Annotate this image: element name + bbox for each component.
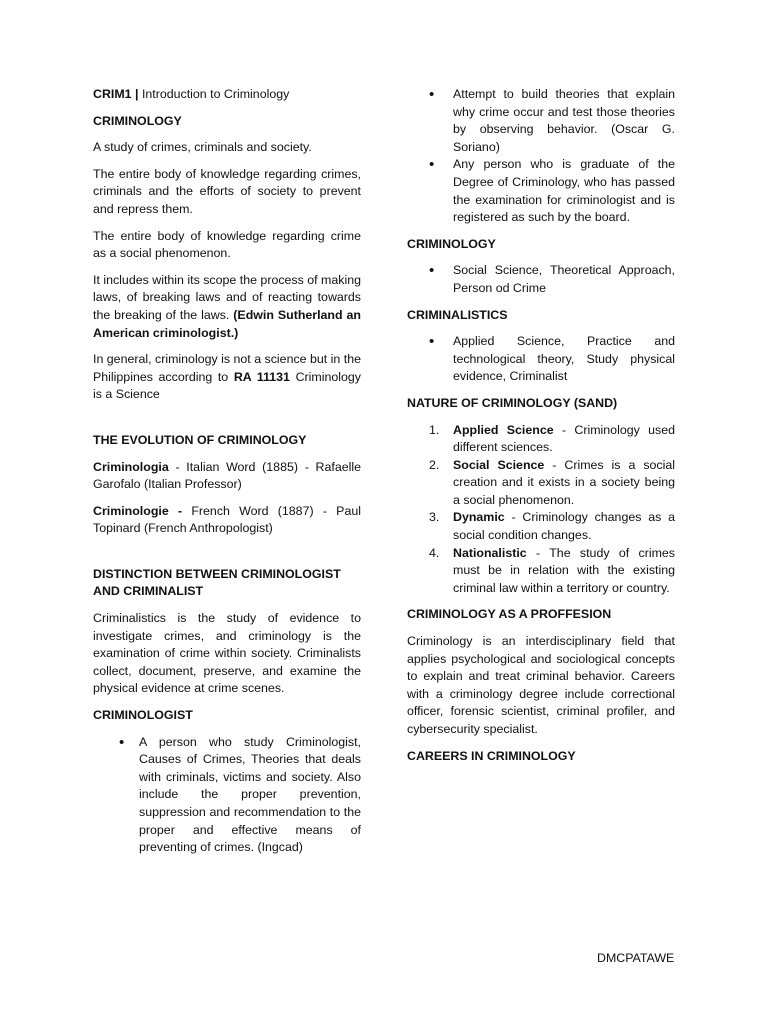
- definition-2: The entire body of knowledge regarding crimes, criminals and the efforts of society to prevent and repress them.: [93, 166, 361, 216]
- criminalistics-bullet: • Applied Science, Practice and technological theory, Study physical evidence, Criminalist: [453, 333, 675, 386]
- definition-5-tail: Criminology is a Science: [93, 369, 361, 402]
- definition-5: [93, 351, 361, 404]
- nature-item-text: - Criminology changes as a social condition changes.: [453, 510, 675, 543]
- course-line: [93, 86, 361, 104]
- footer-author: DMCPATAWE: [597, 951, 675, 965]
- nature-item-term: Dynamic: [453, 510, 505, 525]
- right-column: [407, 86, 675, 774]
- distinction-text: Criminalistics is the study of evidence to investigate crimes, and criminology is the examination of crime within society. Criminalists collect, document, preserve, and examine the physical evidence at crime scenes.: [93, 611, 361, 696]
- criminology-heading: CRIMINOLOGY: [93, 113, 182, 128]
- criminology-type-list: [407, 262, 675, 297]
- definition-5-text: In general, criminology is not a science but in the Philippines according to: [93, 352, 361, 384]
- profession-heading: CRIMINOLOGY AS A PROFFESION: [407, 607, 612, 622]
- criminologist-bullet: • A person who study Criminologist, Causes of Crimes, Theories that deals with criminals, victims and society. Also include the proper prevention, suppression and recommendation to the proper and effective means of preventing of crimes. (Ingcad): [139, 734, 361, 857]
- nature-item: [429, 422, 675, 457]
- nature-item-number: 2.: [429, 457, 440, 472]
- criminologist-bullet-2: • Attempt to build theories that explain why crime occur and test those theories by observing behavior. (Oscar G. Soriano): [453, 86, 675, 156]
- evolution-item-1-text: - Italian Word (1885) - Rafaelle Garofalo (Italian Professor): [93, 459, 361, 492]
- nature-list: [407, 422, 675, 598]
- nature-item-term: Social Science: [453, 457, 545, 472]
- evolution-item-1: [93, 459, 361, 494]
- evolution-item-1-term: Criminologia: [93, 459, 169, 474]
- criminologist-list-continued: [407, 86, 675, 227]
- nature-item-number: 1.: [429, 422, 440, 437]
- nature-item: [429, 545, 675, 598]
- left-column: [93, 86, 361, 866]
- nature-item: [429, 509, 675, 544]
- evolution-item-2-term: Criminologie -: [93, 503, 183, 518]
- definition-4-citation: (Edwin Sutherland an American criminologist.): [93, 307, 361, 340]
- course-title: Introduction to Criminology: [141, 87, 290, 101]
- nature-item-number: 4.: [429, 545, 440, 560]
- nature-item-text: - The study of crimes must be in relation with the existing criminal law within a territory or country.: [453, 545, 675, 595]
- careers-heading: CAREERS IN CRIMINOLOGY: [407, 748, 576, 763]
- definition-3: The entire body of knowledge regarding crime as a social phenomenon.: [93, 228, 361, 261]
- criminologist-list: [93, 734, 361, 857]
- criminology-type-heading: CRIMINOLOGY: [407, 236, 496, 251]
- definition-4-text: It includes within its scope the process of making laws, of breaking laws and of reacting towards the breaking of the laws.: [93, 272, 361, 322]
- course-separator: |: [135, 87, 139, 101]
- definition-1: A study of crimes, criminals and society.: [93, 140, 312, 155]
- evolution-heading: THE EVOLUTION OF CRIMINOLOGY: [93, 432, 307, 447]
- definition-4: [93, 272, 361, 342]
- nature-item: [429, 457, 675, 510]
- nature-item-number: 3.: [429, 510, 440, 525]
- criminalistics-list: [407, 333, 675, 386]
- nature-heading: NATURE OF CRIMINOLOGY (SAND): [407, 395, 618, 410]
- evolution-item-2-text: French Word (1887) - Paul Topinard (French Anthropologist): [93, 503, 361, 536]
- distinction-heading: DISTINCTION BETWEEN CRIMINOLOGIST AND CRIMINALIST: [93, 566, 341, 599]
- nature-item-term: Nationalistic: [453, 545, 527, 560]
- nature-item-text: - Crimes is a social creation and it exists in a society being a social phenomenon.: [453, 457, 675, 507]
- evolution-item-2: [93, 503, 361, 538]
- profession-text: Criminology is an interdisciplinary field that applies psychological and sociological concepts to explain and treat criminal behavior. Careers with a criminology degree include correctional officer, forensic scientist, criminal profiler, and cybersecurity specialist.: [407, 634, 675, 736]
- course-code: CRIM1: [93, 87, 132, 101]
- definition-5-law: RA 11131: [233, 369, 290, 384]
- nature-item-term: Applied Science: [453, 422, 554, 437]
- criminalistics-heading: CRIMINALISTICS: [407, 307, 508, 322]
- criminology-type-bullet: • Social Science, Theoretical Approach, Person od Crime: [453, 262, 675, 297]
- criminologist-bullet-3: • Any person who is graduate of the Degree of Criminology, who has passed the examination for criminologist and is registered as such by the board.: [453, 156, 675, 226]
- criminologist-heading: CRIMINOLOGIST: [93, 708, 193, 723]
- nature-item-text: - Criminology used different sciences.: [453, 422, 675, 455]
